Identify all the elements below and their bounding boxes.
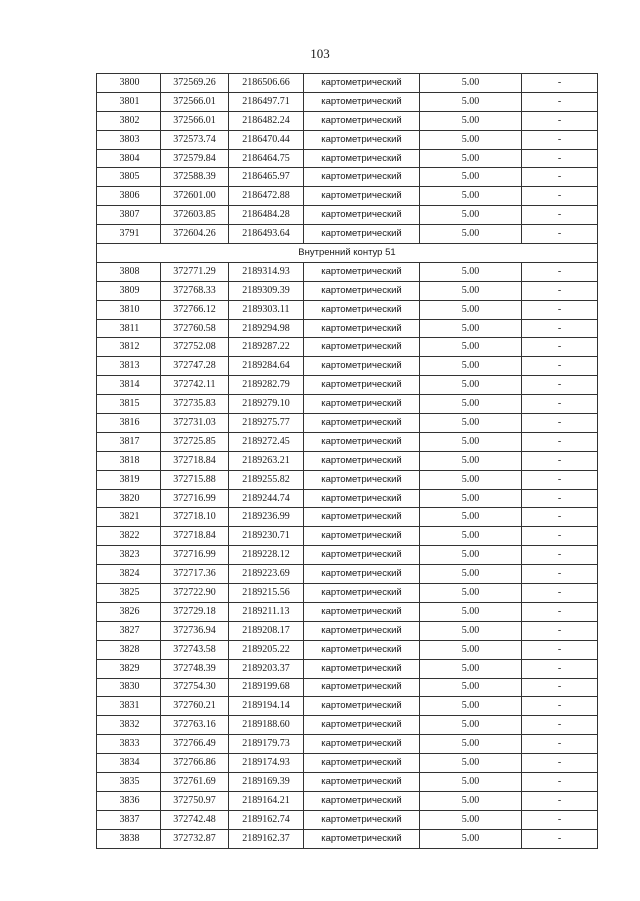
y-coordinate-cell: 2189272.45 — [229, 432, 304, 451]
table-row — [97, 659, 598, 678]
point-number-cell: 3822 — [97, 527, 161, 546]
x-coordinate-cell: 372766.49 — [161, 735, 229, 754]
note-cell: - — [522, 621, 598, 640]
x-coordinate-cell: 372742.48 — [161, 810, 229, 829]
y-coordinate-cell: 2189282.79 — [229, 376, 304, 395]
table-row — [97, 697, 598, 716]
accuracy-cell: 5.00 — [420, 829, 522, 848]
y-coordinate-cell: 2189314.93 — [229, 262, 304, 281]
table-row — [97, 168, 598, 187]
method-cell: картометрический — [304, 810, 420, 829]
note-cell: - — [522, 206, 598, 225]
note-cell: - — [522, 640, 598, 659]
note-cell: - — [522, 451, 598, 470]
method-cell: картометрический — [304, 546, 420, 565]
y-coordinate-cell: 2186482.24 — [229, 111, 304, 130]
note-cell: - — [522, 130, 598, 149]
x-coordinate-cell: 372732.87 — [161, 829, 229, 848]
table-row — [97, 772, 598, 791]
method-cell: картометрический — [304, 697, 420, 716]
table-row — [97, 584, 598, 603]
accuracy-cell: 5.00 — [420, 451, 522, 470]
table-row — [97, 640, 598, 659]
note-cell: - — [522, 168, 598, 187]
note-cell: - — [522, 508, 598, 527]
x-coordinate-cell: 372716.99 — [161, 546, 229, 565]
y-coordinate-cell: 2186493.64 — [229, 225, 304, 244]
x-coordinate-cell: 372743.58 — [161, 640, 229, 659]
note-cell: - — [522, 791, 598, 810]
table-row — [97, 376, 598, 395]
note-cell: - — [522, 300, 598, 319]
table-row — [97, 432, 598, 451]
note-cell: - — [522, 262, 598, 281]
note-cell: - — [522, 602, 598, 621]
method-cell: картометрический — [304, 716, 420, 735]
x-coordinate-cell: 372603.85 — [161, 206, 229, 225]
y-coordinate-cell: 2189294.98 — [229, 319, 304, 338]
table-row — [97, 206, 598, 225]
y-coordinate-cell: 2189164.21 — [229, 791, 304, 810]
accuracy-cell: 5.00 — [420, 187, 522, 206]
table-row — [97, 338, 598, 357]
point-number-cell: 3827 — [97, 621, 161, 640]
point-number-cell: 3829 — [97, 659, 161, 678]
note-cell: - — [522, 357, 598, 376]
method-cell: картометрический — [304, 92, 420, 111]
table-row — [97, 791, 598, 810]
note-cell: - — [522, 376, 598, 395]
accuracy-cell: 5.00 — [420, 602, 522, 621]
method-cell: картометрический — [304, 829, 420, 848]
point-number-cell: 3814 — [97, 376, 161, 395]
y-coordinate-cell: 2189230.71 — [229, 527, 304, 546]
y-coordinate-cell: 2189228.12 — [229, 546, 304, 565]
x-coordinate-cell: 372604.26 — [161, 225, 229, 244]
method-cell: картометрический — [304, 357, 420, 376]
y-coordinate-cell: 2189174.93 — [229, 754, 304, 773]
y-coordinate-cell: 2189287.22 — [229, 338, 304, 357]
method-cell: картометрический — [304, 754, 420, 773]
table-row — [97, 300, 598, 319]
method-cell: картометрический — [304, 565, 420, 584]
note-cell: - — [522, 187, 598, 206]
note-cell: - — [522, 470, 598, 489]
method-cell: картометрический — [304, 791, 420, 810]
y-coordinate-cell: 2189162.37 — [229, 829, 304, 848]
y-coordinate-cell: 2186484.28 — [229, 206, 304, 225]
point-number-cell: 3832 — [97, 716, 161, 735]
x-coordinate-cell: 372717.36 — [161, 565, 229, 584]
point-number-cell: 3836 — [97, 791, 161, 810]
accuracy-cell: 5.00 — [420, 414, 522, 433]
table-row — [97, 262, 598, 281]
point-number-cell: 3818 — [97, 451, 161, 470]
accuracy-cell: 5.00 — [420, 300, 522, 319]
accuracy-cell: 5.00 — [420, 791, 522, 810]
x-coordinate-cell: 372718.84 — [161, 527, 229, 546]
y-coordinate-cell: 2189215.56 — [229, 584, 304, 603]
table-row — [97, 187, 598, 206]
method-cell: картометрический — [304, 621, 420, 640]
table-row — [97, 414, 598, 433]
method-cell: картометрический — [304, 168, 420, 187]
table-row — [97, 395, 598, 414]
point-number-cell: 3833 — [97, 735, 161, 754]
x-coordinate-cell: 372747.28 — [161, 357, 229, 376]
accuracy-cell: 5.00 — [420, 697, 522, 716]
x-coordinate-cell: 372722.90 — [161, 584, 229, 603]
y-coordinate-cell: 2189205.22 — [229, 640, 304, 659]
y-coordinate-cell: 2189263.21 — [229, 451, 304, 470]
method-cell: картометрический — [304, 300, 420, 319]
accuracy-cell: 5.00 — [420, 130, 522, 149]
accuracy-cell: 5.00 — [420, 319, 522, 338]
point-number-cell: 3816 — [97, 414, 161, 433]
accuracy-cell: 5.00 — [420, 735, 522, 754]
table-row — [97, 754, 598, 773]
note-cell: - — [522, 414, 598, 433]
note-cell: - — [522, 489, 598, 508]
note-cell: - — [522, 319, 598, 338]
method-cell: картометрический — [304, 508, 420, 527]
point-number-cell: 3820 — [97, 489, 161, 508]
y-coordinate-cell: 2189279.10 — [229, 395, 304, 414]
accuracy-cell: 5.00 — [420, 678, 522, 697]
method-cell: картометрический — [304, 74, 420, 93]
point-number-cell: 3834 — [97, 754, 161, 773]
point-number-cell: 3806 — [97, 187, 161, 206]
method-cell: картометрический — [304, 451, 420, 470]
x-coordinate-cell: 372748.39 — [161, 659, 229, 678]
method-cell: картометрический — [304, 470, 420, 489]
y-coordinate-cell: 2186464.75 — [229, 149, 304, 168]
accuracy-cell: 5.00 — [420, 470, 522, 489]
accuracy-cell: 5.00 — [420, 508, 522, 527]
note-cell: - — [522, 149, 598, 168]
point-number-cell: 3812 — [97, 338, 161, 357]
method-cell: картометрический — [304, 149, 420, 168]
accuracy-cell: 5.00 — [420, 621, 522, 640]
y-coordinate-cell: 2189208.17 — [229, 621, 304, 640]
note-cell: - — [522, 92, 598, 111]
y-coordinate-cell: 2186472.88 — [229, 187, 304, 206]
accuracy-cell: 5.00 — [420, 74, 522, 93]
accuracy-cell: 5.00 — [420, 395, 522, 414]
note-cell: - — [522, 810, 598, 829]
table-row — [97, 508, 598, 527]
note-cell: - — [522, 74, 598, 93]
y-coordinate-cell: 2189303.11 — [229, 300, 304, 319]
y-coordinate-cell: 2186497.71 — [229, 92, 304, 111]
method-cell: картометрический — [304, 432, 420, 451]
accuracy-cell: 5.00 — [420, 659, 522, 678]
table-row — [97, 602, 598, 621]
x-coordinate-cell: 372761.69 — [161, 772, 229, 791]
y-coordinate-cell: 2189275.77 — [229, 414, 304, 433]
table-row — [97, 735, 598, 754]
method-cell: картометрический — [304, 659, 420, 678]
note-cell: - — [522, 111, 598, 130]
y-coordinate-cell: 2186470.44 — [229, 130, 304, 149]
point-number-cell: 3826 — [97, 602, 161, 621]
accuracy-cell: 5.00 — [420, 527, 522, 546]
point-number-cell: 3830 — [97, 678, 161, 697]
point-number-cell: 3809 — [97, 281, 161, 300]
point-number-cell: 3801 — [97, 92, 161, 111]
x-coordinate-cell: 372771.29 — [161, 262, 229, 281]
y-coordinate-cell: 2189188.60 — [229, 716, 304, 735]
table-row — [97, 565, 598, 584]
method-cell: картометрический — [304, 206, 420, 225]
x-coordinate-cell: 372601.00 — [161, 187, 229, 206]
note-cell: - — [522, 546, 598, 565]
y-coordinate-cell: 2189255.82 — [229, 470, 304, 489]
x-coordinate-cell: 372754.30 — [161, 678, 229, 697]
note-cell: - — [522, 697, 598, 716]
point-number-cell: 3821 — [97, 508, 161, 527]
table-row — [97, 489, 598, 508]
point-number-cell: 3824 — [97, 565, 161, 584]
table-row — [97, 678, 598, 697]
y-coordinate-cell: 2189162.74 — [229, 810, 304, 829]
method-cell: картометрический — [304, 262, 420, 281]
accuracy-cell: 5.00 — [420, 546, 522, 565]
y-coordinate-cell: 2189223.69 — [229, 565, 304, 584]
x-coordinate-cell: 372579.84 — [161, 149, 229, 168]
point-number-cell: 3808 — [97, 262, 161, 281]
x-coordinate-cell: 372718.84 — [161, 451, 229, 470]
x-coordinate-cell: 372718.10 — [161, 508, 229, 527]
x-coordinate-cell: 372752.08 — [161, 338, 229, 357]
method-cell: картометрический — [304, 130, 420, 149]
coordinates-table — [96, 73, 598, 849]
point-number-cell: 3825 — [97, 584, 161, 603]
table-row — [97, 470, 598, 489]
x-coordinate-cell: 372736.94 — [161, 621, 229, 640]
method-cell: картометрический — [304, 678, 420, 697]
point-number-cell: 3837 — [97, 810, 161, 829]
x-coordinate-cell: 372766.86 — [161, 754, 229, 773]
table-row — [97, 716, 598, 735]
accuracy-cell: 5.00 — [420, 772, 522, 791]
x-coordinate-cell: 372729.18 — [161, 602, 229, 621]
x-coordinate-cell: 372742.11 — [161, 376, 229, 395]
point-number-cell: 3813 — [97, 357, 161, 376]
coordinates-table-body — [97, 74, 598, 849]
method-cell: картометрический — [304, 376, 420, 395]
point-number-cell: 3815 — [97, 395, 161, 414]
accuracy-cell: 5.00 — [420, 584, 522, 603]
table-row — [97, 527, 598, 546]
accuracy-cell: 5.00 — [420, 754, 522, 773]
accuracy-cell: 5.00 — [420, 565, 522, 584]
y-coordinate-cell: 2189309.39 — [229, 281, 304, 300]
note-cell: - — [522, 432, 598, 451]
x-coordinate-cell: 372566.01 — [161, 92, 229, 111]
accuracy-cell: 5.00 — [420, 111, 522, 130]
page-number: 103 — [310, 46, 330, 61]
x-coordinate-cell: 372768.33 — [161, 281, 229, 300]
note-cell: - — [522, 659, 598, 678]
y-coordinate-cell: 2189284.64 — [229, 357, 304, 376]
method-cell: картометрический — [304, 772, 420, 791]
method-cell: картометрический — [304, 338, 420, 357]
point-number-cell: 3807 — [97, 206, 161, 225]
accuracy-cell: 5.00 — [420, 206, 522, 225]
accuracy-cell: 5.00 — [420, 810, 522, 829]
method-cell: картометрический — [304, 527, 420, 546]
x-coordinate-cell: 372725.85 — [161, 432, 229, 451]
note-cell: - — [522, 565, 598, 584]
point-number-cell: 3805 — [97, 168, 161, 187]
accuracy-cell: 5.00 — [420, 338, 522, 357]
method-cell: картометрический — [304, 187, 420, 206]
method-cell: картометрический — [304, 111, 420, 130]
table-row — [97, 357, 598, 376]
table-row — [97, 621, 598, 640]
point-number-cell: 3804 — [97, 149, 161, 168]
x-coordinate-cell: 372763.16 — [161, 716, 229, 735]
y-coordinate-cell: 2189203.37 — [229, 659, 304, 678]
method-cell: картометрический — [304, 414, 420, 433]
accuracy-cell: 5.00 — [420, 376, 522, 395]
accuracy-cell: 5.00 — [420, 225, 522, 244]
table-row — [97, 225, 598, 244]
x-coordinate-cell: 372716.99 — [161, 489, 229, 508]
point-number-cell: 3831 — [97, 697, 161, 716]
x-coordinate-cell: 372735.83 — [161, 395, 229, 414]
point-number-cell: 3802 — [97, 111, 161, 130]
y-coordinate-cell: 2189236.99 — [229, 508, 304, 527]
y-coordinate-cell: 2189244.74 — [229, 489, 304, 508]
note-cell: - — [522, 281, 598, 300]
accuracy-cell: 5.00 — [420, 357, 522, 376]
table-row — [97, 451, 598, 470]
table-row — [97, 810, 598, 829]
accuracy-cell: 5.00 — [420, 262, 522, 281]
method-cell: картометрический — [304, 281, 420, 300]
y-coordinate-cell: 2189179.73 — [229, 735, 304, 754]
point-number-cell: 3838 — [97, 829, 161, 848]
method-cell: картометрический — [304, 319, 420, 338]
note-cell: - — [522, 735, 598, 754]
x-coordinate-cell: 372760.21 — [161, 697, 229, 716]
point-number-cell: 3817 — [97, 432, 161, 451]
y-coordinate-cell: 2189211.13 — [229, 602, 304, 621]
accuracy-cell: 5.00 — [420, 168, 522, 187]
x-coordinate-cell: 372750.97 — [161, 791, 229, 810]
note-cell: - — [522, 754, 598, 773]
note-cell: - — [522, 678, 598, 697]
x-coordinate-cell: 372566.01 — [161, 111, 229, 130]
y-coordinate-cell: 2189199.68 — [229, 678, 304, 697]
note-cell: - — [522, 829, 598, 848]
accuracy-cell: 5.00 — [420, 432, 522, 451]
x-coordinate-cell: 372715.88 — [161, 470, 229, 489]
method-cell: картометрический — [304, 489, 420, 508]
table-row — [97, 130, 598, 149]
point-number-cell: 3823 — [97, 546, 161, 565]
accuracy-cell: 5.00 — [420, 92, 522, 111]
x-coordinate-cell: 372588.39 — [161, 168, 229, 187]
note-cell: - — [522, 716, 598, 735]
y-coordinate-cell: 2186506.66 — [229, 74, 304, 93]
method-cell: картометрический — [304, 640, 420, 659]
point-number-cell: 3828 — [97, 640, 161, 659]
accuracy-cell: 5.00 — [420, 489, 522, 508]
x-coordinate-cell: 372569.26 — [161, 74, 229, 93]
method-cell: картометрический — [304, 584, 420, 603]
method-cell: картометрический — [304, 225, 420, 244]
note-cell: - — [522, 395, 598, 414]
note-cell: - — [522, 584, 598, 603]
point-number-cell: 3803 — [97, 130, 161, 149]
x-coordinate-cell: 372731.03 — [161, 414, 229, 433]
accuracy-cell: 5.00 — [420, 281, 522, 300]
point-number-cell: 3810 — [97, 300, 161, 319]
note-cell: - — [522, 338, 598, 357]
table-row — [97, 111, 598, 130]
method-cell: картометрический — [304, 395, 420, 414]
table-row — [97, 319, 598, 338]
section-label: Внутренний контур 51 — [97, 244, 598, 263]
y-coordinate-cell: 2189169.39 — [229, 772, 304, 791]
x-coordinate-cell: 372766.12 — [161, 300, 229, 319]
method-cell: картометрический — [304, 602, 420, 621]
note-cell: - — [522, 772, 598, 791]
method-cell: картометрический — [304, 735, 420, 754]
point-number-cell: 3819 — [97, 470, 161, 489]
note-cell: - — [522, 527, 598, 546]
point-number-cell: 3811 — [97, 319, 161, 338]
table-row — [97, 281, 598, 300]
point-number-cell: 3835 — [97, 772, 161, 791]
x-coordinate-cell: 372573.74 — [161, 130, 229, 149]
accuracy-cell: 5.00 — [420, 716, 522, 735]
accuracy-cell: 5.00 — [420, 640, 522, 659]
table-row — [97, 92, 598, 111]
table-row — [97, 546, 598, 565]
x-coordinate-cell: 372760.58 — [161, 319, 229, 338]
note-cell: - — [522, 225, 598, 244]
point-number-cell: 3800 — [97, 74, 161, 93]
point-number-cell: 3791 — [97, 225, 161, 244]
accuracy-cell: 5.00 — [420, 149, 522, 168]
table-row — [97, 74, 598, 93]
y-coordinate-cell: 2186465.97 — [229, 168, 304, 187]
table-row — [97, 829, 598, 848]
section-header-row — [97, 244, 598, 263]
table-row — [97, 149, 598, 168]
y-coordinate-cell: 2189194.14 — [229, 697, 304, 716]
